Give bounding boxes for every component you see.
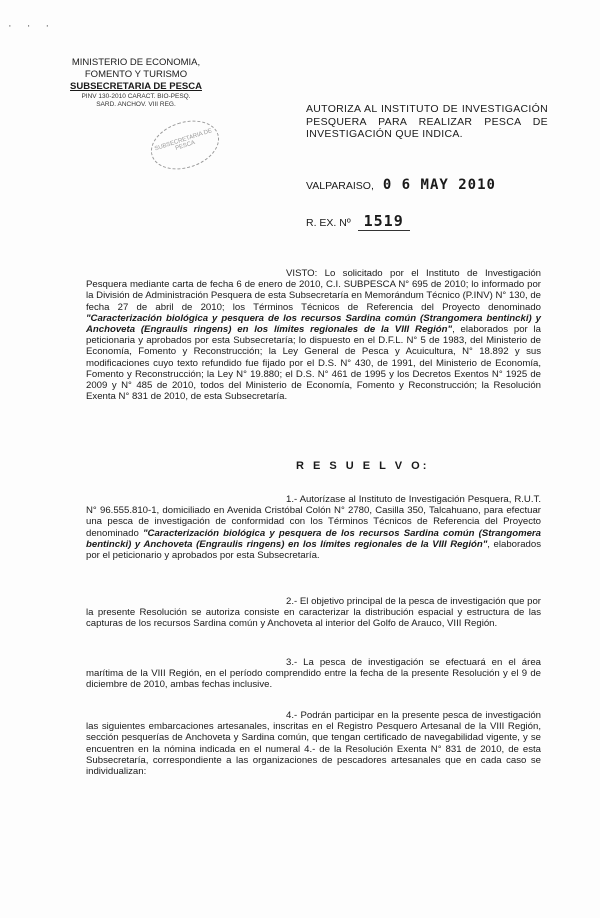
corner-marks: · · ·	[8, 20, 56, 32]
ministry-name: MINISTERIO DE ECONOMIA,	[71, 57, 201, 68]
visto-text: VISTO: Lo solicitado por el Instituto de Investigación Pesquera mediante carta de fecha 6 de enero de 2010, C.I. SUBPESCA N° 695 de 2010; lo informado por la División de Administración Pesquera de esta Subsecretaría en Memorándum Técnico (P.INV) N° 130, de fecha 27 de abril de 2010; los Términos Técnicos de Referencia del Proyecto denominado	[86, 268, 541, 313]
dateline-city: VALPARAISO,	[306, 180, 374, 192]
official-stamp	[145, 112, 226, 177]
document-title: AUTORIZA AL INSTITUTO DE INVESTIGACIÓN PESQUERA PARA REALIZAR PESCA DE INVESTIGACIÓN QUE INDICA.	[306, 103, 548, 140]
visto-text-cont: , elaborados por la peticionaria y aprobados por esta Subsecretaría; lo dispuesto en el D.F.L. N° 5 de 1983, del Ministerio de Economía, Fomento y Reconstrucción; la Ley General de Pesca y Acuicultura, N° 18.892 y sus modificaciones cuyo texto refundido fue fijado por el D.S. N° 430, de 1991, del Ministerio de Economía, Fomento y Reconstrucción; la Ley N° 19.880; el D.S. N° 461 de 1995 y los Decretos Exentos N° 1925 de 2009 y N° 485 de 2010, todos del Ministerio de Economía, Fomento y Reconstrucción; la Resolución Exenta N° 831 de 2010, de esta Subsecretaría.	[86, 324, 542, 403]
resolution-item-3: 3.- La pesca de investigación se efectuará en el área marítima de la VIII Región, en el período comprendido entre la fecha de la presente Resolución y el 9 de diciembre de 2010, ambas fechas inclusive.	[86, 657, 541, 691]
resolution-number-handwritten: 1519	[358, 212, 410, 231]
item-1-text-cont: , elaborados por el peticionario y aprobados por esta Subsecretaría.	[86, 538, 541, 562]
item-1-text: 1.- Autorízase al Instituto de Investigación Pesquera, R.U.T. N° 96.555.810-1, domiciliado en Avenida Cristóbal Colón N° 2780, Casilla 350, Talcahuano, para efectuar una pesca de investigación de conformidad con los Términos Técnicos de Referencia del Proyecto denominado	[86, 494, 541, 539]
resolution-item-2: 2.- El objetivo principal de la pesca de investigación que por la presente Resolución se autoriza consiste en caracterizar la distribución espacial y estructura de las capturas de los recursos Sardina común y Anchoveta al interior del Golfo de Arauco, VIII Región.	[86, 596, 541, 630]
stamp-text: SUBSECRETARIA DE PESCA	[154, 128, 213, 153]
resolution-label: R. EX. Nº	[306, 217, 351, 229]
visto-paragraph	[86, 268, 541, 402]
reference-code-line2: SARD. ANCHOV. VIII REG.	[96, 101, 176, 108]
resuelvo-heading: R E S U E L V O:	[296, 460, 430, 472]
project-name: "Caracterización biológica y pesquera de los recursos Sardina común (Strangomera bentincki) y Anchoveta (Engraulis ringens) en los límites regionales de la VIII Región"	[86, 312, 541, 336]
item-1-project-name: "Caracterización biológica y pesquera de los recursos Sardina común (Strangomera bentincki) y Anchoveta (Engraulis ringens) en los límites regionales de la VIII Región"	[86, 527, 542, 550]
resolution-item-4: 4.- Podrán participar en la presente pesca de investigación las siguientes embarcaciones artesanales, inscritas en el Registro Pesquero Artesanal de la VIII Región, sección pesquerías de Anchoveta y Sardina común, que tengan certificado de navegabilidad vigente, y se encuentren en la nómina indicada en el numeral 4.- de la Resolución Exenta N° 831 de 2010, de esta Subsecretaría, correspondiente a las organizaciones de pescadores artesanales que en cada caso se individualizan:	[86, 710, 541, 778]
resolution-item-1	[86, 494, 541, 561]
reference-code: PINV 130-2010 CARACT. BIO-PESQ.	[81, 93, 191, 100]
letterhead	[56, 57, 216, 109]
resolution-number	[306, 212, 410, 230]
dateline-date-stamp: 0 6 MAY 2010	[382, 177, 496, 193]
subsecretaria-name: SUBSECRETARIA DE PESCA	[70, 81, 202, 92]
dateline	[306, 177, 496, 193]
ministry-name-line2: FOMENTO Y TURISMO	[84, 69, 188, 80]
